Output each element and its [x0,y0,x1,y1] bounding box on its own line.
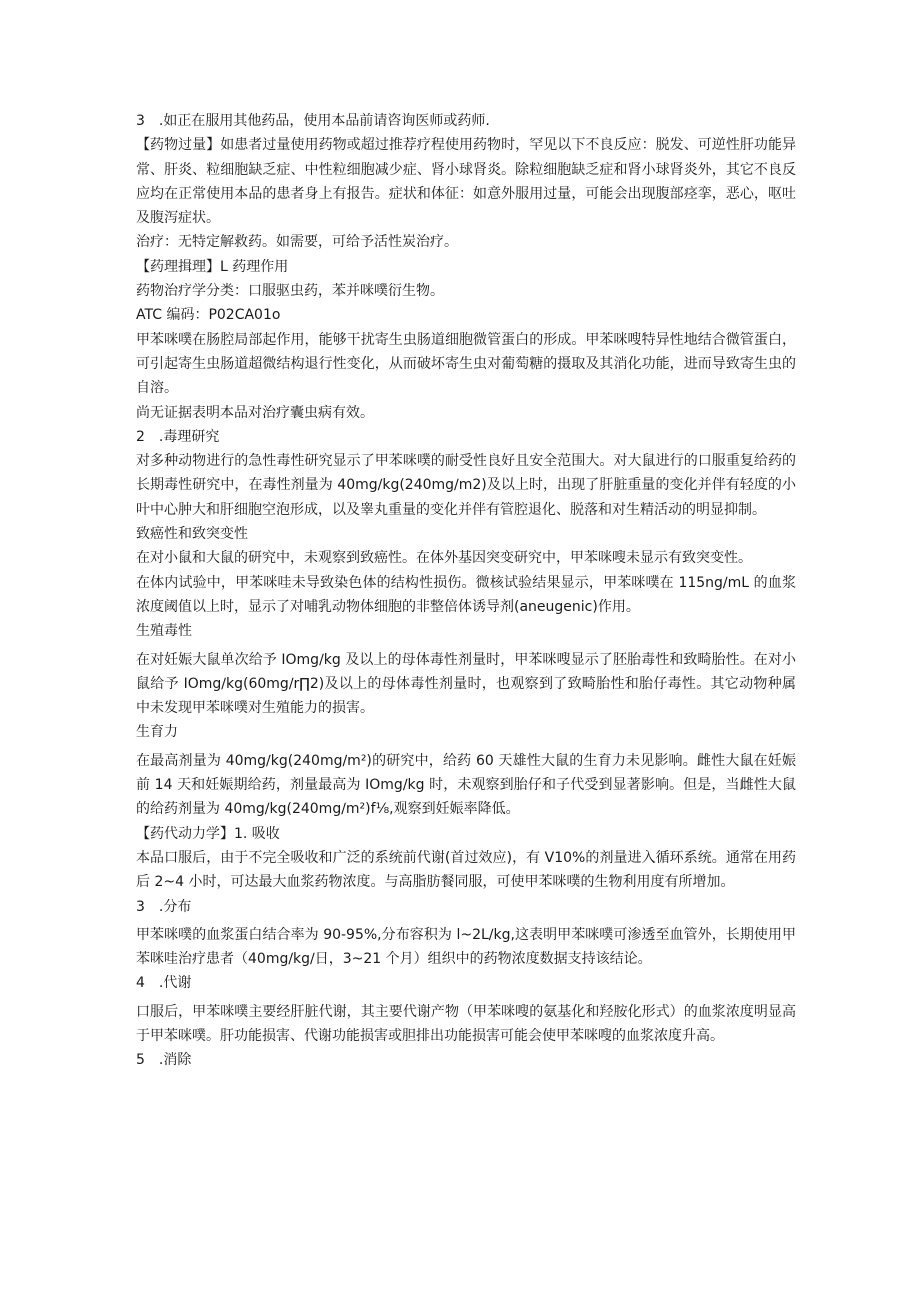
subheading-elimination: 5 .消除 [136,1052,192,1069]
paragraph-reproductive-toxicity: 在对妊娠大鼠单次给予 IOmg∕kg 及以上的母体毒性剂量时，甲苯咪嗖显示了胚胎毒性和致畸胎性。在对小鼠给予 IOmg∕kg(60mg∕r∏2)及以上的母体毒性剂量时，也观察到了致畸胎性和胎仔毒性。其它动物种属中未发现甲苯咪噗对生殖能力的损害。 [136,651,796,717]
subheading-metabolism: 4 .代谢 [136,975,192,992]
paragraph-carcinogenicity: 在对小鼠和大鼠的研究中，未观察到致癌性。在体外基因突变研究中，甲苯咪嗖未显示有致突变性。 [136,550,752,567]
paragraph-usage-note: 3 .如正在服用其他药品，使用本品前请咨询医师或药师. [136,113,490,129]
paragraph-treatment: 治疗：无特定解救药。如需要，可给予活性炭治疗。 [136,234,458,251]
paragraph-distribution: 甲苯咪噗的血浆蛋白结合率为 90-95%,分布容积为 l~2L∕kg,这表明甲苯咪噗可渗透至血管外，长期使用甲苯咪哇治疗患者（40mg∕kg∕日，3~21 个月）组织中的药物浓度数据支持该结论。 [136,926,796,968]
subheading-reproductive-toxicity: 生殖毒性 [136,623,192,640]
document-page [136,109,796,1073]
subheading-carcinogenicity: 致癌性和致突变性 [136,526,248,543]
paragraph-cysticercosis: 尚无证据表明本品对治疗囊虫病有效。 [136,404,374,421]
paragraph-fertility: 在最高剂量为 40mg∕kg(240mg∕m²)的研究中，给药 60 天雄性大鼠的生育力未见影响。雌性大鼠在妊娠前 14 天和妊娠期给药，剂量最高为 IOmg∕kg 时，未观察到胎仔和子代受到显著影响。但是，当雌性大鼠的给药剂量为 40mg∕kg(240mg∕m²)f⅛,观察到妊娠率降低。 [136,752,796,818]
paragraph-drug-class: 药物治疗学分类：口服驱虫药，苯并咪噗衍生物。 [136,283,444,300]
paragraph-metabolism: 口服后，甲苯咪噗主要经肝脏代谢，其主要代谢产物（甲苯咪嗖的氨基化和羟胺化形式）的血浆浓度明显高于甲苯咪噗。肝功能损害、代谢功能损害或胆排出功能损害可能会使甲苯咪嗖的血浆浓度升高。 [136,1003,796,1044]
section-heading-toxicology: 2 .毒理研究 [136,428,220,445]
subheading-distribution: 3 .分布 [136,898,192,915]
section-heading-pharmacology: 【药理揖理】L 药理作用 [136,258,289,275]
paragraph-atc-code: ATC 编码：P02CA01o [136,307,281,324]
section-heading-pharmacokinetics: 【药代动力学】1. 吸收 [136,825,280,842]
paragraph-toxicity: 对多种动物进行的急性毒性研究显示了甲苯咪噗的耐受性良好且安全范围大。对大鼠进行的口服重复给药的长期毒性研究中，在毒性剂量为 40mg∕kg(240mg∕m2)及以上时，出现了肝脏重量的变化并伴有轻度的小叶中心肿大和肝细胞空泡形成，以及睾丸重量的变化并伴有管腔退化、脱落和对生精活动的明显抑制。 [136,453,796,518]
paragraph-in-vivo: 在体内试验中，甲苯咪哇未导致染色体的结构性损伤。微核试验结果显示，甲苯咪噗在 115ng∕mL 的血浆浓度阈值以上时，显示了对哺乳动物体细胞的非整倍体诱导剂(aneugenic)作用。 [136,574,796,615]
paragraph-mechanism: 甲苯咪噗在肠腔局部起作用，能够干扰寄生虫肠道细胞微管蛋白的形成。甲苯咪嗖特异性地结合微管蛋白，可引起寄生虫肠道超微结构退行性变化，从而破坏寄生虫对葡萄糖的摄取及其消化功能，进而导致寄生虫的自溶。 [136,331,796,397]
paragraph-overdose: 【药物过量】如患者过量使用药物或超过推荐疗程使用药物时，罕见以下不良反应：脱发、可逆性肝功能异常、肝炎、粒细胞缺乏症、中性粒细胞减少症、肾小球肾炎。除粒细胞缺乏症和肾小球肾炎外，其它不良反应均在正常使用本品的患者身上有报告。症状和体征：如意外服用过量，可能会出现腹部痉挛，恶心，呕吐及腹泻症状。 [136,137,796,227]
subheading-fertility: 生育力 [136,724,178,741]
paragraph-absorption: 本品口服后，由于不完全吸收和广泛的系统前代谢(首过效应)，有 V10%的剂量进入循环系统。通常在用药后 2~4 小时，可达最大血浆药物浓度。与高脂肪餐同服，可使甲苯咪噗的生物利用度有所增加。 [136,849,796,891]
